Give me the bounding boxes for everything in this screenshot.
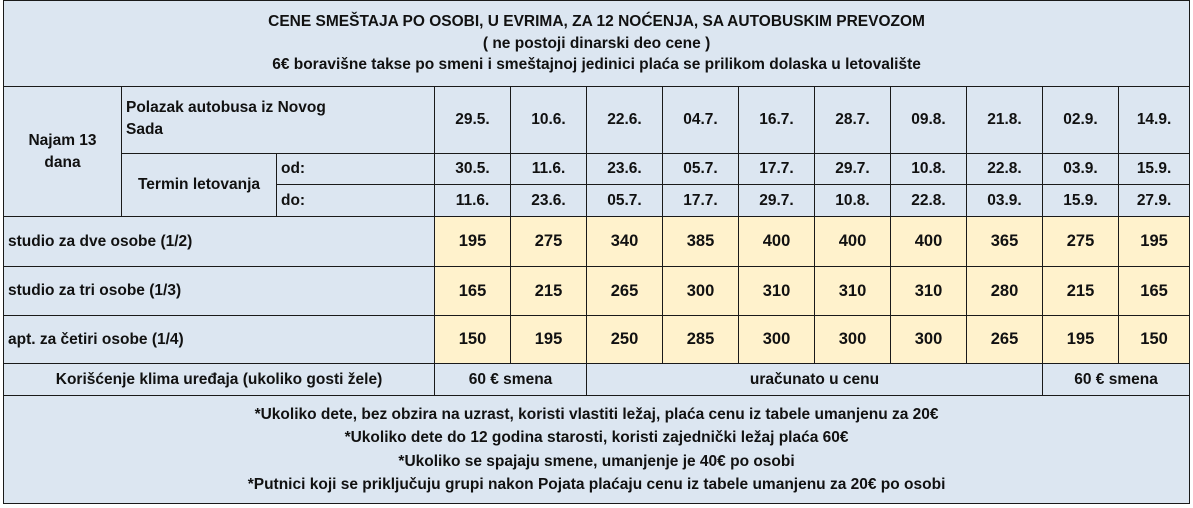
- price-cell: 165: [1119, 267, 1190, 316]
- price-cell: 195: [435, 217, 511, 267]
- price-cell: 400: [739, 217, 815, 267]
- table-row: [4, 267, 1190, 316]
- price-cell: 300: [663, 267, 739, 316]
- price-cell: 215: [1043, 267, 1119, 316]
- departure-date: 29.5.: [435, 87, 511, 154]
- from-row: [4, 154, 1190, 185]
- from-date: 30.5.: [435, 154, 511, 185]
- to-date: 29.7.: [739, 185, 815, 217]
- departure-date: 21.8.: [967, 87, 1043, 154]
- table-row: [4, 217, 1190, 267]
- note: *Putnici koji se priključuju grupi nakon Pojata plaćaju cenu iz tabele umanjenu za 20€ po osobi: [247, 476, 946, 493]
- price-cell: 215: [511, 267, 587, 316]
- departure-date: 10.6.: [511, 87, 587, 154]
- departure-date: 09.8.: [891, 87, 967, 154]
- price-cell: 400: [891, 217, 967, 267]
- term-label: Termin letovanja: [122, 154, 277, 217]
- ac-included: uračunato u cenu: [587, 364, 1043, 396]
- to-label: do:: [277, 185, 435, 217]
- from-date: 17.7.: [739, 154, 815, 185]
- note: *Ukoliko se spajaju smene, umanjenje je 40€ po osobi: [398, 452, 795, 470]
- price-cell: 285: [663, 316, 739, 364]
- departure-date: 28.7.: [815, 87, 891, 154]
- notes-cell: [4, 396, 1190, 504]
- from-date: 10.8.: [891, 154, 967, 185]
- ac-row: [4, 364, 1190, 396]
- price-cell: 340: [587, 217, 663, 267]
- departure-date: 22.6.: [587, 87, 663, 154]
- departure-date: 02.9.: [1043, 87, 1119, 154]
- from-date: 03.9.: [1043, 154, 1119, 185]
- price-cell: 265: [587, 267, 663, 316]
- notes-row: [4, 396, 1190, 504]
- price-cell: 275: [511, 217, 587, 267]
- price-cell: 195: [1119, 217, 1190, 267]
- to-date: 03.9.: [967, 185, 1043, 217]
- from-date: 23.6.: [587, 154, 663, 185]
- ac-label: Korišćenje klima uređaja (ukoliko gosti žele): [4, 364, 435, 396]
- price-cell: 150: [435, 316, 511, 364]
- departure-label: Polazak autobusa iz Novog Sada: [122, 87, 435, 154]
- to-date: 23.6.: [511, 185, 587, 217]
- price-cell: 195: [511, 316, 587, 364]
- from-date: 05.7.: [663, 154, 739, 185]
- price-cell: 300: [739, 316, 815, 364]
- room-label: studio za tri osobe (1/3): [4, 267, 435, 316]
- table-row: [4, 316, 1190, 364]
- price-table: [3, 0, 1190, 504]
- price-cell: 310: [891, 267, 967, 316]
- to-date: 05.7.: [587, 185, 663, 217]
- price-cell: 150: [1119, 316, 1190, 364]
- from-label: od:: [277, 154, 435, 185]
- ac-price-last: 60 € smena: [1043, 364, 1190, 396]
- departure-date: 14.9.: [1119, 87, 1190, 154]
- price-cell: 300: [815, 316, 891, 364]
- price-cell: 165: [435, 267, 511, 316]
- table-title: CENE SMEŠTAJA PO OSOBI, U EVRIMA, ZA 12 NOĆENJA, SA AUTOBUSKIM PREVOZOM: [268, 13, 925, 31]
- price-cell: 275: [1043, 217, 1119, 267]
- note: *Ukoliko dete do 12 godina starosti, koristi zajednički ležaj plaća 60€: [344, 429, 849, 446]
- from-date: 29.7.: [815, 154, 891, 185]
- tax-note: 6€ boravišne takse po smeni i smeštajnoj jedinici plaća se prilikom dolaska u letovalište: [272, 56, 921, 74]
- rental-label: Najam 13 dana: [4, 87, 122, 217]
- to-date: 11.6.: [435, 185, 511, 217]
- table-title-cell: [4, 1, 1190, 87]
- room-label: apt. za četiri osobe (1/4): [4, 316, 435, 364]
- price-cell: 265: [967, 316, 1043, 364]
- price-cell: 310: [815, 267, 891, 316]
- price-cell: 400: [815, 217, 891, 267]
- to-date: 17.7.: [663, 185, 739, 217]
- departure-date: 04.7.: [663, 87, 739, 154]
- to-date: 27.9.: [1119, 185, 1190, 217]
- price-cell: 385: [663, 217, 739, 267]
- price-cell: 300: [891, 316, 967, 364]
- to-date: 15.9.: [1043, 185, 1119, 217]
- title-row: [4, 1, 1190, 87]
- note: *Ukoliko dete, bez obzira na uzrast, koristi vlastiti ležaj, plaća cenu iz tabele umanjenu za 20€: [254, 405, 939, 423]
- price-cell: 195: [1043, 316, 1119, 364]
- to-date: 22.8.: [891, 185, 967, 217]
- price-cell: 365: [967, 217, 1043, 267]
- to-date: 10.8.: [815, 185, 891, 217]
- table-subtitle: ( ne postoji dinarski deo cene ): [482, 34, 711, 52]
- price-cell: 250: [587, 316, 663, 364]
- from-date: 22.8.: [967, 154, 1043, 185]
- departure-date: 16.7.: [739, 87, 815, 154]
- price-cell: 310: [739, 267, 815, 316]
- room-label: studio za dve osobe (1/2): [4, 217, 435, 267]
- from-date: 15.9.: [1119, 154, 1190, 185]
- ac-price-first: 60 € smena: [435, 364, 587, 396]
- price-cell: 280: [967, 267, 1043, 316]
- from-date: 11.6.: [511, 154, 587, 185]
- departure-row: [4, 87, 1190, 154]
